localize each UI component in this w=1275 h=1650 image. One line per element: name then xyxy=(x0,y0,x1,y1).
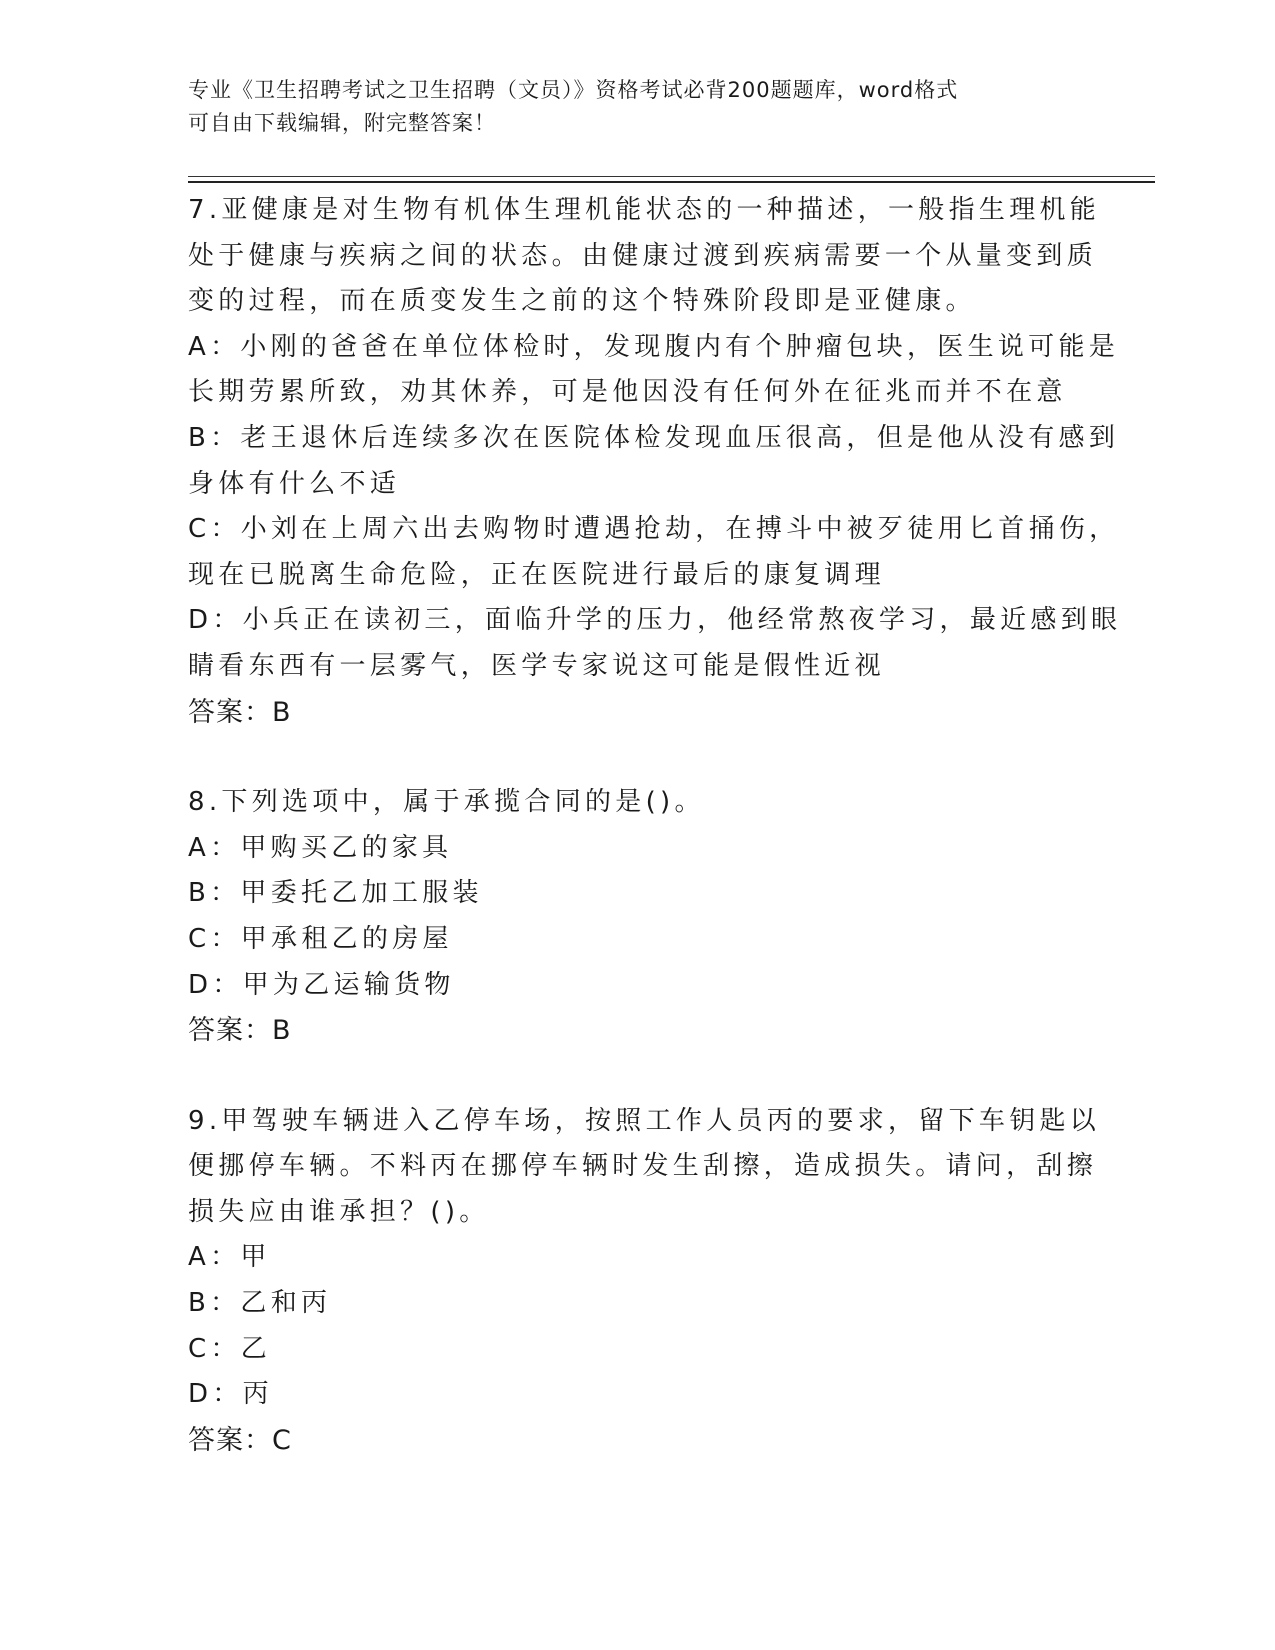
question-9-answer: 答案：C xyxy=(188,1424,292,1456)
question-7-option-b-cont: 身体有什么不适 xyxy=(188,468,401,499)
question-7 xyxy=(188,188,1122,735)
question-7-option-c-cont: 现在已脱离生命危险，正在医院进行最后的康复调理 xyxy=(188,559,885,590)
question-9-option-b: B：乙和丙 xyxy=(188,1288,332,1319)
header-line-2: 可自由下载编辑，附完整答案！ xyxy=(188,111,496,135)
question-8-stem: 8.下列选项中，属于承揽合同的是()。 xyxy=(188,787,705,818)
question-7-answer: 答案：B xyxy=(188,696,292,728)
question-8-option-d: D：甲为乙运输货物 xyxy=(188,969,455,1000)
question-7-line: 变的过程，而在质变发生之前的这个特殊阶段即是亚健康。 xyxy=(188,286,976,317)
question-8 xyxy=(188,780,1088,1054)
question-8-option-a: A：甲购买乙的家具 xyxy=(188,832,453,863)
question-9-option-d: D：丙 xyxy=(188,1379,273,1410)
question-list xyxy=(188,188,1122,1463)
question-9 xyxy=(188,1099,1101,1464)
question-8-answer: 答案：B xyxy=(188,1015,292,1047)
question-9-line: 9.甲驾驶车辆进入乙停车场，按照工作人员丙的要求，留下车钥匙以 xyxy=(188,1105,1101,1136)
question-7-option-a-cont: 长期劳累所致，劝其休养，可是他因没有任何外在征兆而并不在意 xyxy=(188,377,1067,408)
question-9-line: 损失应由谁承担？()。 xyxy=(188,1196,490,1227)
question-7-line: 7.亚健康是对生物有机体生理机能状态的一种描述，一般指生理机能 xyxy=(188,195,1101,225)
header-divider-thin xyxy=(188,176,1155,177)
document-header xyxy=(188,74,1068,140)
question-8-option-b: B：甲委托乙加工服装 xyxy=(188,878,483,909)
header-line-1: 专业《卫生招聘考试之卫生招聘（文员）》资格考试必背200题题库，word格式 xyxy=(188,78,959,102)
question-7-option-d-cont: 睛看东西有一层雾气，医学专家说这可能是假性近视 xyxy=(188,650,885,681)
question-7-option-a: A：小刚的爸爸在单位体检时，发现腹内有个肿瘤包块，医生说可能是 xyxy=(188,331,1120,362)
question-9-option-c: C：乙 xyxy=(188,1333,272,1364)
question-7-option-c: C：小刘在上周六出去购物时遭遇抢劫，在搏斗中被歹徒用匕首捅伤， xyxy=(188,514,1120,545)
question-7-line: 处于健康与疾病之间的状态。由健康过渡到疾病需要一个从量变到质 xyxy=(188,240,1098,271)
header-divider-thick xyxy=(188,181,1155,183)
question-spacer xyxy=(188,1054,1088,1099)
question-7-option-d: D：小兵正在读初三，面临升学的压力，他经常熬夜学习，最近感到眼 xyxy=(188,605,1122,636)
question-9-line: 便挪停车辆。不料丙在挪停车辆时发生刮擦，造成损失。请问，刮擦 xyxy=(188,1151,1098,1182)
question-8-option-c: C：甲承租乙的房屋 xyxy=(188,923,453,954)
question-spacer xyxy=(188,735,1088,780)
question-7-option-b: B：老王退休后连续多次在医院体检发现血压很高，但是他从没有感到 xyxy=(188,422,1120,453)
question-9-option-a: A：甲 xyxy=(188,1242,271,1273)
